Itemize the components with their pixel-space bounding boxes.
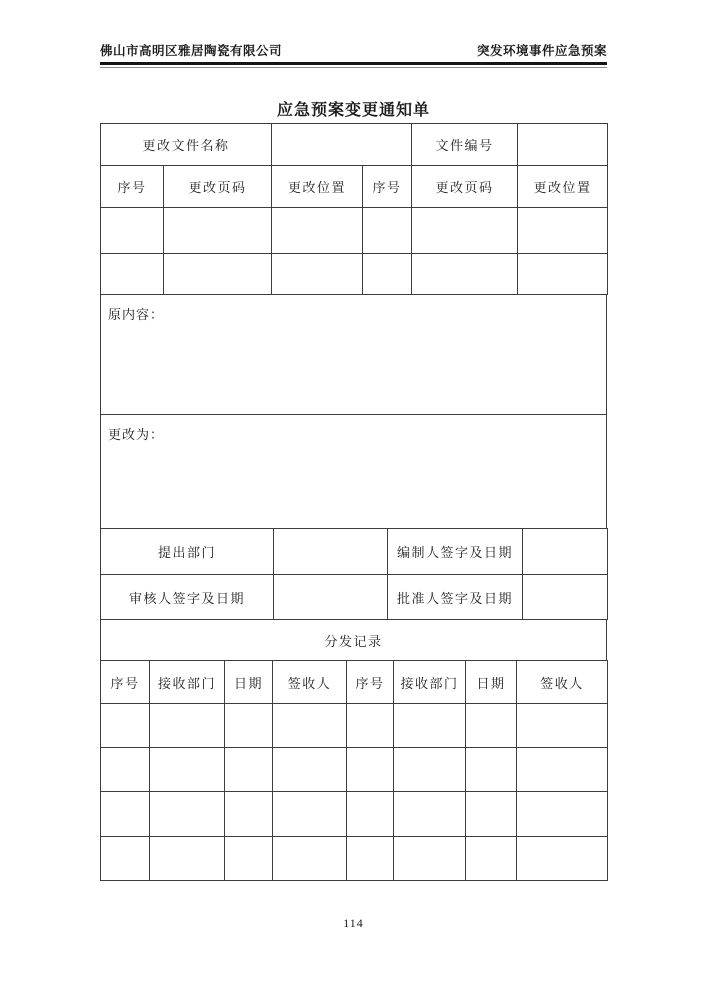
dist-col-date-left: 日期 [225,661,273,704]
empty-cell [273,704,347,748]
reviewer-label: 审核人签字及日期 [101,575,274,620]
col-page-right: 更改页码 [412,166,518,208]
change-columns-header-row [101,166,608,208]
changed-to-cell: 更改为： [101,415,607,529]
distribution-title-row [101,620,607,661]
dist-col-seq-left: 序号 [101,661,150,704]
page-number: 114 [343,916,364,930]
compiler-label: 编制人签字及日期 [388,529,523,575]
dist-col-signee-left: 签收人 [273,661,347,704]
dist-col-seq-right: 序号 [347,661,394,704]
empty-cell [412,208,518,254]
change-info-table [100,123,608,295]
signoff-table [100,528,608,620]
empty-cell [347,704,394,748]
header-rule [100,62,607,68]
empty-cell [273,792,347,837]
empty-cell [101,208,164,254]
empty-cell [466,748,517,792]
page-content [100,0,607,881]
original-content-row [101,295,607,415]
empty-cell [225,748,273,792]
empty-cell [347,748,394,792]
dist-col-signee-right: 签收人 [517,661,608,704]
empty-cell [466,837,517,881]
empty-cell [164,254,272,295]
doc-name-row [101,124,608,166]
change-entry-row [101,254,608,295]
distribution-header-row [101,661,608,704]
empty-cell [150,837,225,881]
empty-cell [272,254,363,295]
empty-cell [394,792,466,837]
content-table [100,294,607,529]
empty-cell [225,704,273,748]
empty-cell [273,748,347,792]
distribution-table [100,660,608,881]
col-seq-left: 序号 [101,166,164,208]
changed-to-row [101,415,607,529]
dist-col-dept-right: 接收部门 [394,661,466,704]
empty-cell [466,704,517,748]
empty-cell [164,208,272,254]
empty-cell [517,704,608,748]
empty-cell [101,748,150,792]
empty-cell [394,704,466,748]
empty-cell [518,254,608,295]
doc-name-value-cell [272,124,412,166]
doc-no-label: 文件编号 [412,124,518,166]
distribution-title: 分发记录 [101,620,607,661]
doc-no-value-cell [518,124,608,166]
distribution-entry-row [101,837,608,881]
doc-name-label: 更改文件名称 [101,124,272,166]
empty-cell [347,837,394,881]
empty-cell [101,254,164,295]
proposer-row [101,529,608,575]
dist-col-date-right: 日期 [466,661,517,704]
distribution-entry-row [101,792,608,837]
empty-cell [273,837,347,881]
empty-cell [517,748,608,792]
form-title: 应急预案变更通知单 [276,102,430,119]
compiler-value-cell [523,529,608,575]
proposer-value-cell [274,529,388,575]
col-position-left: 更改位置 [272,166,363,208]
empty-cell [517,837,608,881]
reviewer-value-cell [274,575,388,620]
col-position-right: 更改位置 [518,166,608,208]
approver-value-cell [523,575,608,620]
empty-cell [225,837,273,881]
distribution-entry-row [101,748,608,792]
col-page-left: 更改页码 [164,166,272,208]
header-document-name: 突发环境事件应急预案 [476,44,607,58]
empty-cell [466,792,517,837]
distribution-entry-row [101,704,608,748]
empty-cell [363,208,412,254]
original-content-cell: 原内容： [101,295,607,415]
col-seq-right: 序号 [363,166,412,208]
empty-cell [394,837,466,881]
empty-cell [150,704,225,748]
empty-cell [150,792,225,837]
proposer-label: 提出部门 [101,529,274,575]
approver-label: 批准人签字及日期 [388,575,523,620]
empty-cell [347,792,394,837]
empty-cell [412,254,518,295]
reviewer-row [101,575,608,620]
dist-col-dept-left: 接收部门 [150,661,225,704]
empty-cell [150,748,225,792]
empty-cell [225,792,273,837]
empty-cell [394,748,466,792]
empty-cell [517,792,608,837]
empty-cell [272,208,363,254]
running-header [100,0,607,58]
header-company-name: 佛山市高明区雅居陶瓷有限公司 [100,44,283,58]
distribution-title-table [100,619,607,661]
empty-cell [518,208,608,254]
empty-cell [101,704,150,748]
change-entry-row [101,208,608,254]
empty-cell [363,254,412,295]
empty-cell [101,837,150,881]
empty-cell [101,792,150,837]
